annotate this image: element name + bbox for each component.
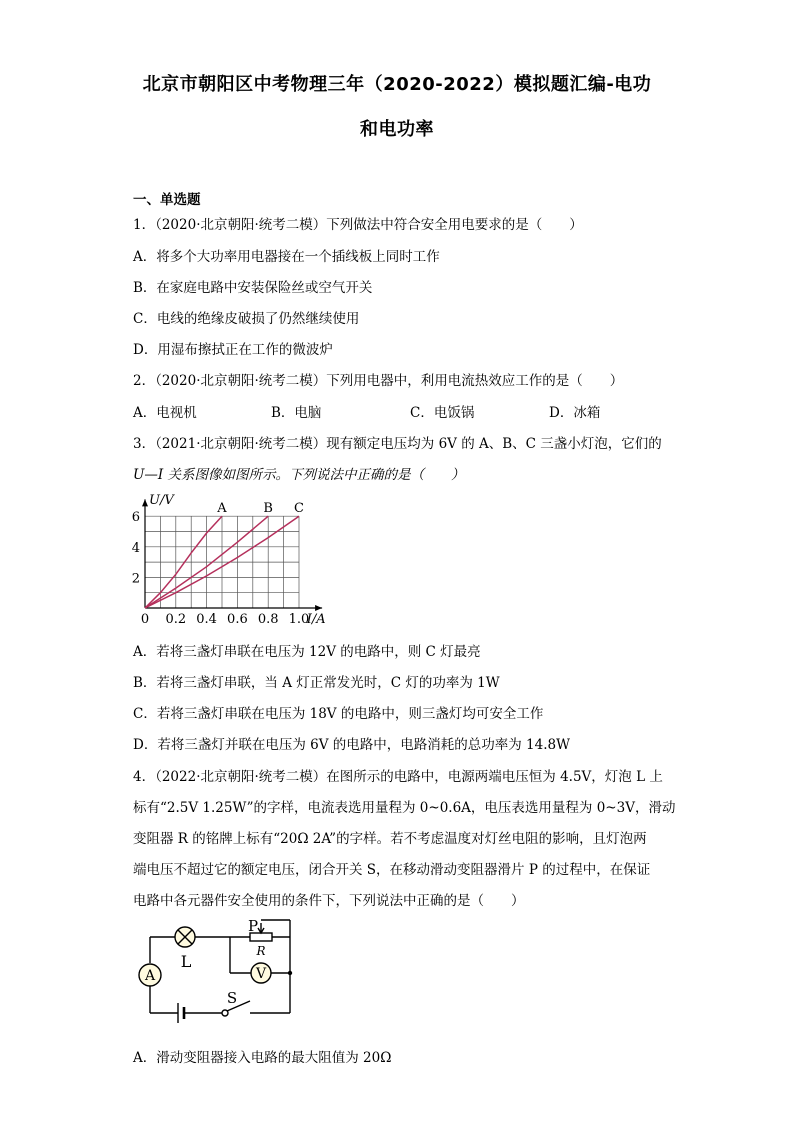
x-axis-label: I/A (306, 612, 326, 627)
series-label-a: A (217, 501, 227, 517)
question-3-option-a: A．若将三盏灯串联在电压为 12V 的电路中，则 C 灯最亮 (133, 644, 481, 660)
question-4-stem-line-3: 变阻器 R 的铭牌上标有“20Ω 2A”的字样。若不考虑温度对灯丝电阻的影响，且灯泡两 (133, 831, 647, 847)
question-1-option-c: C．电线的绝缘皮破损了仍然继续使用 (133, 311, 360, 327)
question-3-option-d: D．若将三盏灯并联在电压为 6V 的电路中，电路消耗的总功率为 14.8W (133, 737, 570, 753)
ui-chart (128, 492, 353, 627)
question-4-option-a: A．滑动变阻器接入电路的最大阻值为 20Ω (133, 1050, 392, 1066)
y-tick-label: 4 (131, 540, 140, 556)
x-axis-arrow (315, 605, 322, 611)
page-title: 北京市朝阳区中考物理三年（2020-2022）模拟题汇编-电功 (142, 74, 652, 95)
junction-dot (288, 971, 292, 975)
question-1-stem: 1．（2020·北京朝阳·统考二模）下列做法中符合安全用电要求的是（ ） (133, 217, 583, 233)
x-tick-label: 0.8 (257, 612, 279, 627)
y-axis-arrow (142, 499, 148, 506)
question-2-option-a: A．电视机 (133, 405, 197, 421)
y-tick-label: 6 (131, 510, 140, 526)
section-heading: 一、单选题 (133, 192, 201, 208)
x-tick-label: 0.4 (196, 612, 217, 627)
voltmeter-label: V (255, 966, 267, 982)
question-1-option-b: B．在家庭电路中安装保险丝或空气开关 (133, 280, 373, 296)
switch-label: S (226, 989, 238, 1007)
y-axis-label: U/V (149, 493, 174, 508)
question-3-option-b: B．若将三盏灯串联，当 A 灯正常发光时，C 灯的功率为 1W (133, 675, 500, 691)
chart-labels (132, 493, 326, 627)
y-tick-label: 2 (131, 571, 140, 587)
question-4-stem-line-5: 电路中各元器件安全使用的条件下，下列说法中正确的是（ ） (133, 893, 525, 909)
x-tick-label: 1.0 (288, 612, 310, 627)
question-2-option-d: D．冰箱 (549, 405, 601, 421)
question-2-option-b: B．电脑 (271, 405, 322, 421)
question-3-option-c: C．若将三盏灯串联在电压为 18V 的电路中，则三盏灯均可安全工作 (133, 706, 544, 722)
x-tick-label: 0.2 (165, 612, 187, 627)
page-title-continued: 和电功率 (360, 119, 434, 140)
circuit-diagram (130, 915, 300, 1035)
x-tick-label: 0.6 (227, 612, 248, 627)
question-4-stem-line-4: 端电压不超过它的额定电压，闭合开关 S，在移动滑动变阻器滑片 P 的过程中，在保证 (133, 862, 651, 878)
question-4-stem-line-2: 标有“2.5V 1.25W”的字样，电流表选用量程为 0~0.6A，电压表选用量程为 0~3V，滑动 (133, 800, 676, 816)
question-1-option-a: A．将多个大功率用电器接在一个插线板上同时工作 (133, 249, 440, 265)
chart-grid (145, 516, 299, 608)
series-label-b: B (263, 501, 273, 517)
question-4-stem-line-1: 4．（2022·北京朝阳·统考二模）在图所示的电路中，电源两端电压恒为 4.5V，灯泡 L 上 (133, 769, 663, 785)
question-2-option-c: C．电饭锅 (410, 405, 475, 421)
series-label-c: C (294, 501, 304, 517)
slider-label: P (247, 917, 259, 935)
rheostat-label: R (256, 944, 266, 958)
question-3-stem-line-1: 3．（2021·北京朝阳·统考二模）现有额定电压均为 6V 的 A、B、C 三盏小灯泡，它们的 (133, 436, 662, 452)
ammeter-label: A (144, 968, 156, 984)
x-tick-label: 0 (140, 612, 150, 627)
question-1-option-d: D．用湿布擦拭正在工作的微波炉 (133, 342, 333, 358)
question-3-stem-line-2: U—I 关系图像如图所示。下列说法中正确的是（ ） (133, 467, 465, 483)
question-2-stem: 2．（2020·北京朝阳·统考二模）下列用电器中，利用电流热效应工作的是（ ） (133, 373, 624, 389)
lamp-label: L (180, 952, 192, 971)
